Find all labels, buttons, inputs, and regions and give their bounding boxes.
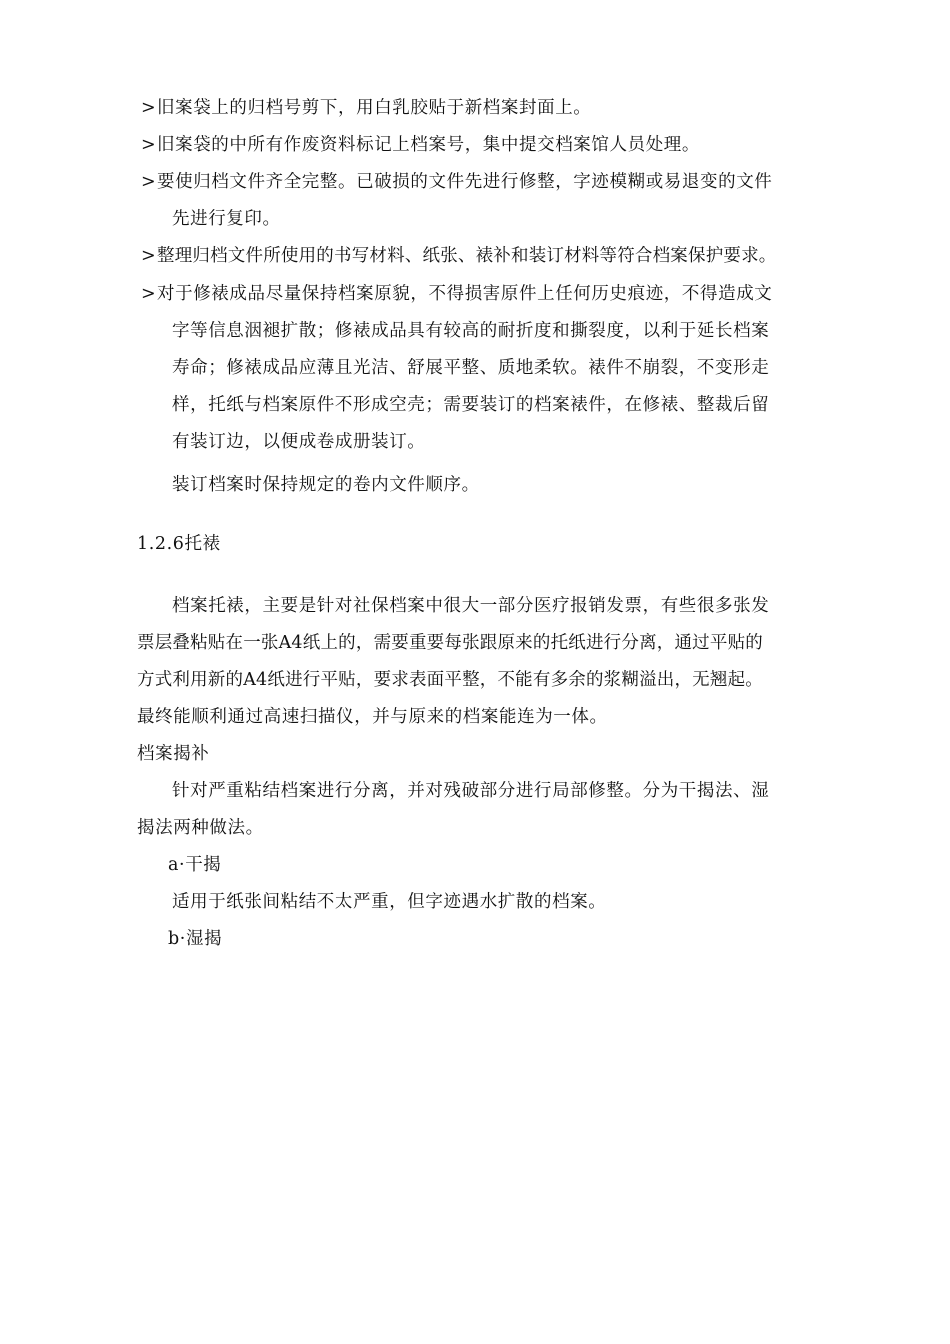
list-item-a: a·干揭: [168, 855, 222, 875]
bullet-item: [141, 170, 772, 194]
bullet-item: [141, 282, 772, 306]
list-item-a-description: 适用于纸张间粘结不太严重，但字迹遇水扩散的档案。: [172, 892, 607, 912]
bullet-text: 旧案袋上的归档号剪下，用白乳胶贴于新档案封面上。: [157, 98, 592, 118]
bullet-marker: >: [141, 135, 157, 155]
bullet-continuation: 先进行复印。: [172, 209, 281, 229]
paragraph-line: 方式利用新的A4纸进行平贴，要求表面平整，不能有多余的浆糊溢出，无翘起。: [137, 670, 763, 690]
bullet-item: [141, 96, 591, 120]
bullet-continuation: 样，托纸与档案原件不形成空壳；需要装订的档案裱件，在修裱、整裁后留: [172, 395, 770, 415]
bullet-text: 整理归档文件所使用的书写材料、纸张、裱补和装订材料等符合档案保护要求。: [157, 246, 777, 266]
bullet-continuation: 字等信息洇褪扩散；修裱成品具有较高的耐折度和撕裂度，以利于延长档案: [172, 321, 770, 341]
section-heading: 1.2.6托裱: [137, 534, 221, 554]
subheading: 档案揭补: [137, 744, 210, 764]
bullet-item: [141, 244, 777, 268]
list-item-b: b·湿揭: [168, 929, 223, 949]
bullet-item: [141, 133, 700, 157]
bullet-continuation: 寿命；修裱成品应薄且光洁、舒展平整、质地柔软。裱件不崩裂，不变形走: [172, 358, 770, 378]
bullet-marker: >: [141, 172, 157, 192]
bullet-text: 要使归档文件齐全完整。已破损的文件先进行修整，字迹模糊或易退变的文件: [157, 172, 773, 192]
bullet-continuation: 有装订边，以便成卷成册装订。: [172, 432, 426, 452]
paragraph-line: 最终能顺利通过高速扫描仪，并与原来的档案能连为一体。: [137, 707, 608, 727]
paragraph-line: 档案托裱，主要是针对社保档案中很大一部分医疗报销发票，有些很多张发: [172, 596, 770, 616]
paragraph-line: 票层叠粘贴在一张A4纸上的，需要重要每张跟原来的托纸进行分离，通过平贴的: [137, 633, 763, 653]
paragraph-line: 针对严重粘结档案进行分离，并对残破部分进行局部修整。分为干揭法、湿: [172, 781, 770, 801]
bullet-text: 旧案袋的中所有作废资料标记上档案号，集中提交档案馆人员处理。: [157, 135, 700, 155]
bullet-text: 对于修裱成品尽量保持档案原貌，不得损害原件上任何历史痕迹，不得造成文: [157, 284, 773, 304]
paragraph-line: 揭法两种做法。: [137, 818, 264, 838]
bullet-marker: >: [141, 98, 157, 118]
bullet-marker: >: [141, 284, 157, 304]
bullet-marker: >: [141, 246, 156, 266]
binding-note: 装订档案时保持规定的卷内文件顺序。: [172, 475, 480, 495]
